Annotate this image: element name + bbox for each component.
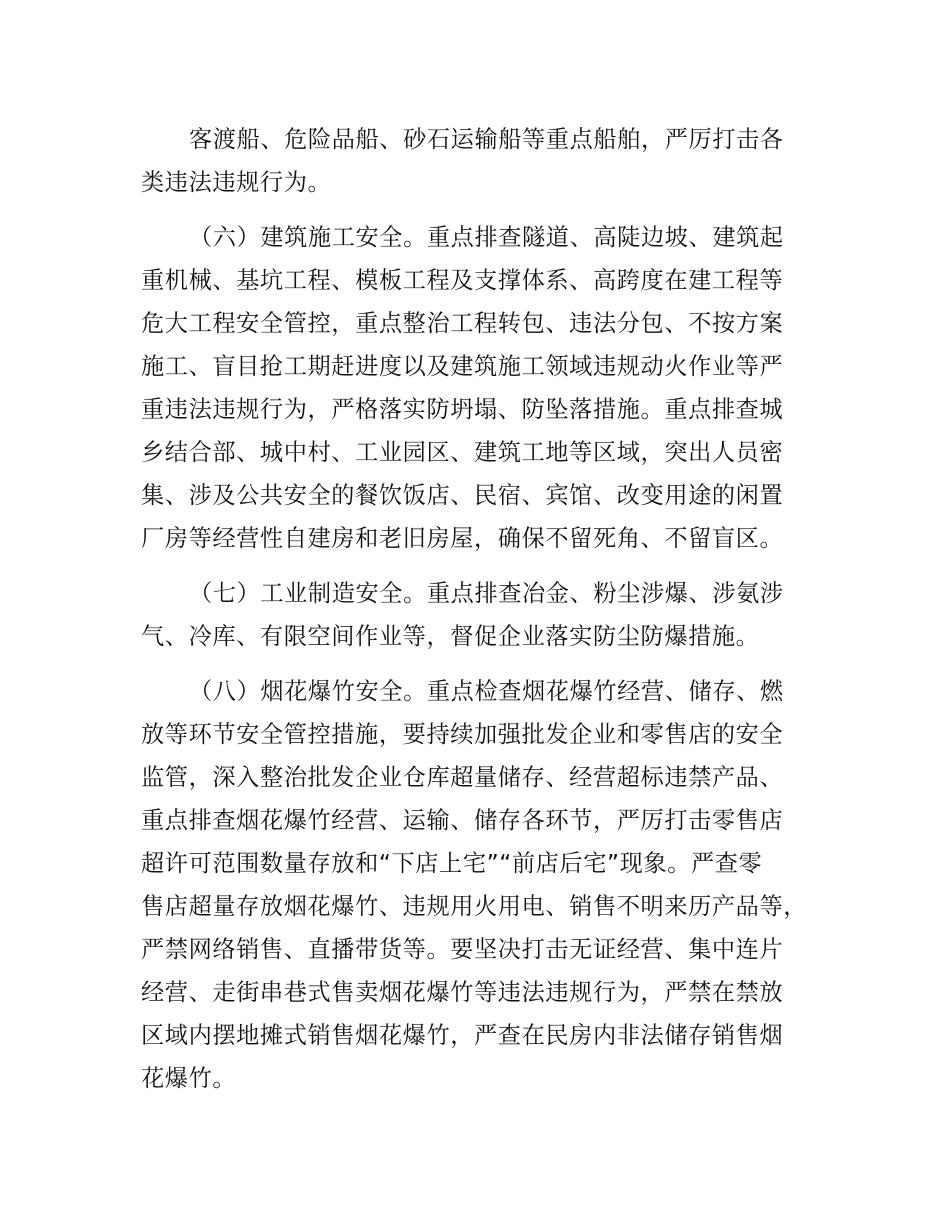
paragraph-construction-safety <box>141 216 813 560</box>
text-line: 放等环节安全管控措施，要持续加强批发企业和零售店的安全 <box>141 721 784 748</box>
document-page <box>141 118 813 1112</box>
text-line: 重点排查烟花爆竹经营、运输、储存各环节，严厉打击零售店 <box>141 807 784 834</box>
text-line: 花爆竹。 <box>141 1065 237 1092</box>
section-heading-line: （七）工业制造安全。重点排查冶金、粉尘涉爆、涉氨涉 <box>189 580 784 607</box>
text-line: 气、冷库、有限空间作业等，督促企业落实防尘防爆措施。 <box>141 623 760 650</box>
text-line: 超许可范围数量存放和“下店上宅”“前店后宅”现象。严查零 <box>141 850 763 877</box>
section-heading-line: （六）建筑施工安全。重点排查隧道、高陡边坡、建筑起 <box>189 224 784 251</box>
text-line: 厂房等经营性自建房和老旧房屋，确保不留死角、不留盲区。 <box>141 525 784 552</box>
paragraph-industrial-safety <box>141 572 813 658</box>
paragraph-ships-continued <box>141 118 813 204</box>
text-line: 集、涉及公共安全的餐饮饭店、民宿、宾馆、改变用途的闲置 <box>141 482 784 509</box>
text-line: 类违法违规行为。 <box>141 169 332 196</box>
section-heading-line: （八）烟花爆竹安全。重点检查烟花爆竹经营、储存、燃 <box>189 678 784 705</box>
text-line: 监管，深入整治批发企业仓库超量储存、经营超标违禁产品、 <box>141 764 784 791</box>
text-line: 售店超量存放烟花爆竹、违规用火用电、销售不明来历产品等， <box>141 893 808 920</box>
text-line: 乡结合部、城中村、工业园区、建筑工地等区域，突出人员密 <box>141 439 784 466</box>
text-line: 重违法违规行为，严格落实防坍塌、防坠落措施。重点排查城 <box>141 396 784 423</box>
text-line: 严禁网络销售、直播带货等。要坚决打击无证经营、集中连片 <box>141 936 784 963</box>
text-line: 区域内摆地摊式销售烟花爆竹，严查在民房内非法储存销售烟 <box>141 1022 784 1049</box>
paragraph-fireworks-safety <box>141 670 813 1100</box>
text-line: 客渡船、危险品船、砂石运输船等重点船舶，严厉打击各 <box>189 126 784 153</box>
text-line: 施工、盲目抢工期赶进度以及建筑施工领域违规动火作业等严 <box>141 353 784 380</box>
text-line: 经营、走街串巷式售卖烟花爆竹等违法违规行为，严禁在禁放 <box>141 979 784 1006</box>
text-line: 重机械、基坑工程、模板工程及支撑体系、高跨度在建工程等 <box>141 267 784 294</box>
text-line: 危大工程安全管控，重点整治工程转包、违法分包、不按方案 <box>141 310 784 337</box>
